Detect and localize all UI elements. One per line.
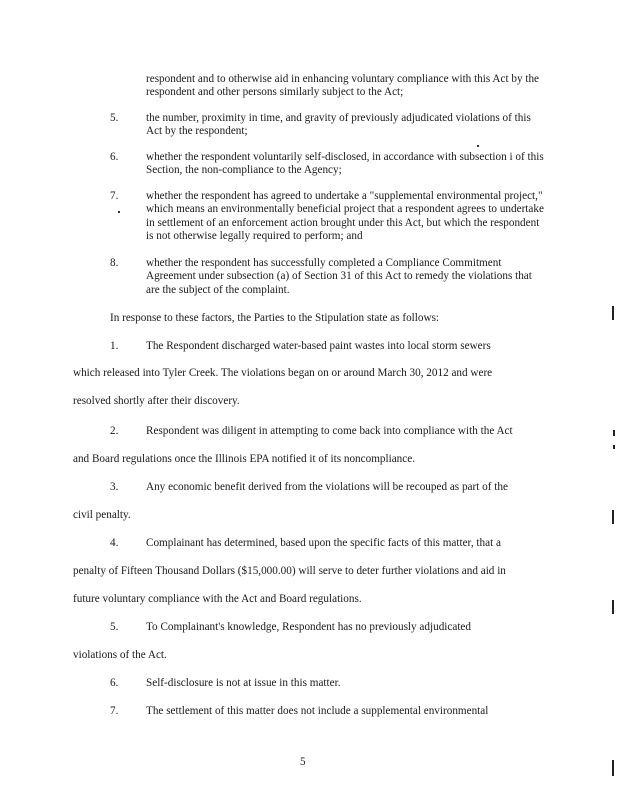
response-line: Self-disclosure is not at issue in this matter. [146,677,341,689]
margin-mark [612,510,614,524]
response-line: future voluntary compliance with the Act and Board regulations. [73,593,362,605]
margin-mark [612,306,614,320]
response-line: which released into Tyler Creek. The violations began on or around March 30, 2012 and were [73,367,493,379]
response-line: Complainant has determined, based upon the specific facts of this matter, that a [146,537,501,549]
factor-text: whether the respondent voluntarily self-disclosed, in accordance with subsection i of this Section, the non-compliance to the Agency; [146,151,544,177]
response-number: 7. [110,705,119,717]
response-line: To Complainant's knowledge, Respondent has no previously adjudicated [146,621,471,633]
response-number: 2. [110,425,119,437]
margin-mark [613,430,615,436]
response-line: penalty of Fifteen Thousand Dollars ($15,000.00) will serve to deter further violations and aid in [73,565,506,577]
factor-text: the number, proximity in time, and gravity of previously adjudicated violations of this Act by the respondent; [146,112,531,138]
response-number: 4. [110,537,119,549]
response-number: 5. [110,621,119,633]
factor-number: 5. [110,112,119,124]
scan-speck [118,211,120,213]
response-line: violations of the Act. [73,649,167,661]
factor-text: whether the respondent has successfully completed a Compliance Commitment Agreement under subsection (a) of Section 31 of this Act to remedy the violations that are the subject of the complaint. [146,257,532,296]
response-line: civil penalty. [73,509,131,521]
margin-mark [613,445,615,449]
margin-mark [612,760,614,776]
scan-speck [477,145,479,147]
factor-number: 8. [110,257,119,269]
factor-number: 7. [110,190,119,202]
response-line: Any economic benefit derived from the violations will be recouped as part of the [146,481,508,493]
page-number: 5 [300,756,306,768]
response-line: The settlement of this matter does not include a supplemental environmental [146,705,489,717]
response-number: 3. [110,481,119,493]
response-number: 6. [110,677,119,689]
response-line: and Board regulations once the Illinois EPA notified it of its noncompliance. [73,453,415,465]
margin-mark [612,600,614,614]
intro-paragraph: In response to these factors, the Parties to the Stipulation state as follows: [110,312,440,324]
factor-continuation: respondent and to otherwise aid in enhancing voluntary compliance with this Act by the respondent and other persons similarly subject to the Act; [146,73,540,99]
response-number: 1. [110,340,119,352]
response-line: resolved shortly after their discovery. [73,395,240,407]
factor-number: 6. [110,151,119,163]
factor-text: whether the respondent has agreed to undertake a "supplemental environmental project," which means an environmentally beneficial project that a respondent agrees to undertake in settlement of an enforcement action brought under this Act, but which the respondent is not otherwise legally required to perform; and [146,190,544,243]
response-line: The Respondent discharged water-based paint wastes into local storm sewers [146,340,491,352]
response-line: Respondent was diligent in attempting to come back into compliance with the Act [146,425,513,437]
